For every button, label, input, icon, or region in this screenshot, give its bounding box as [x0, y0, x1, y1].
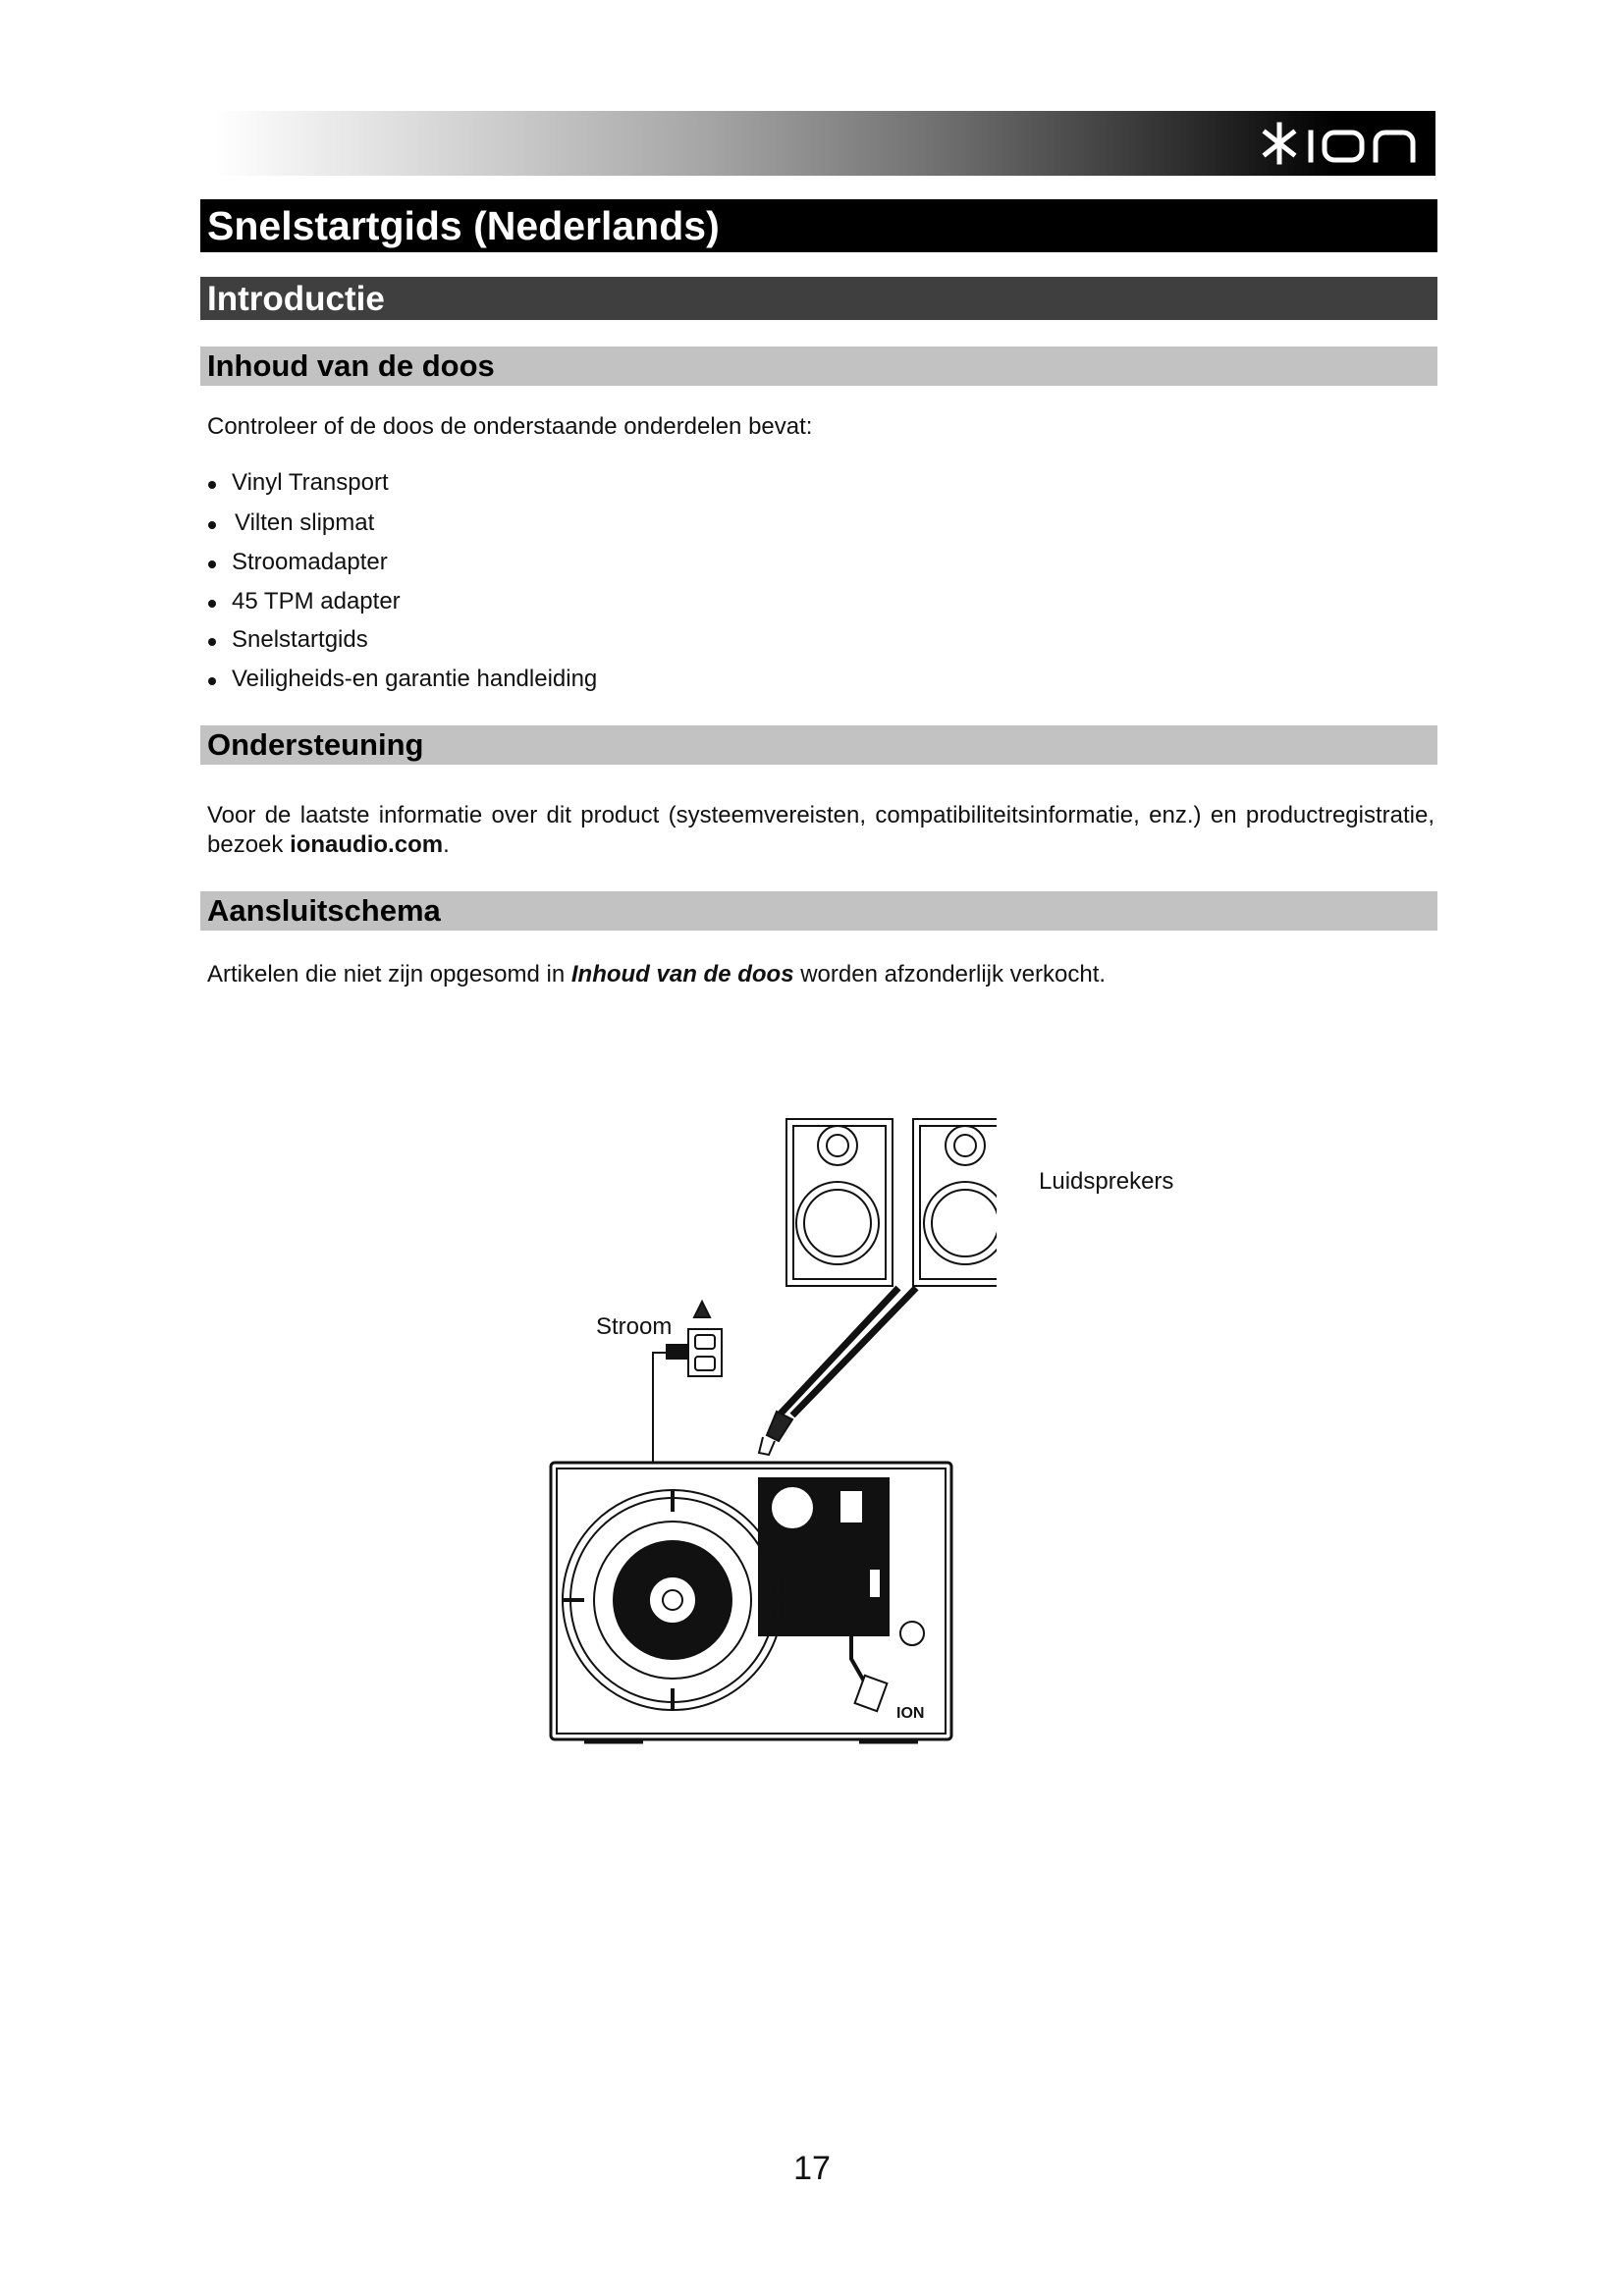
power-outlet-icon [667, 1302, 722, 1376]
header-gradient-bar [214, 111, 1435, 176]
section-heading-introductie: Introductie [200, 277, 1437, 320]
connection-diagram [545, 1109, 997, 1747]
label-power: Stroom [596, 1313, 673, 1340]
connection-text: Artikelen die niet zijn opgesomd in Inhoud van de doos worden afzonderlijk verkocht. [207, 961, 1107, 988]
box-contents-intro: Controleer of de doos de onderstaande onderdelen bevat: [207, 413, 813, 440]
heading-connection: Aansluitschema [200, 891, 1437, 931]
turntable-logo: ION [896, 1705, 925, 1722]
ion-logo [1262, 119, 1424, 168]
page-title: Snelstartgids (Nederlands) [200, 199, 1437, 252]
label-speakers: Luidsprekers [1039, 1168, 1174, 1195]
heading-box-contents: Inhoud van de doos [200, 347, 1437, 386]
heading-support: Ondersteuning [200, 725, 1437, 765]
turntable-icon [551, 1463, 951, 1742]
support-text: Voor de laatste informatie over dit product (systeemvereisten, compatibiliteitsinformatie, enz.) en productregistratie, bezoek ionaudio.com. [207, 802, 1435, 858]
page-number: 17 [793, 2150, 831, 2187]
support-link[interactable]: ionaudio.com [290, 831, 444, 858]
speaker-left-icon [786, 1119, 893, 1286]
speaker-right-icon [913, 1119, 997, 1286]
